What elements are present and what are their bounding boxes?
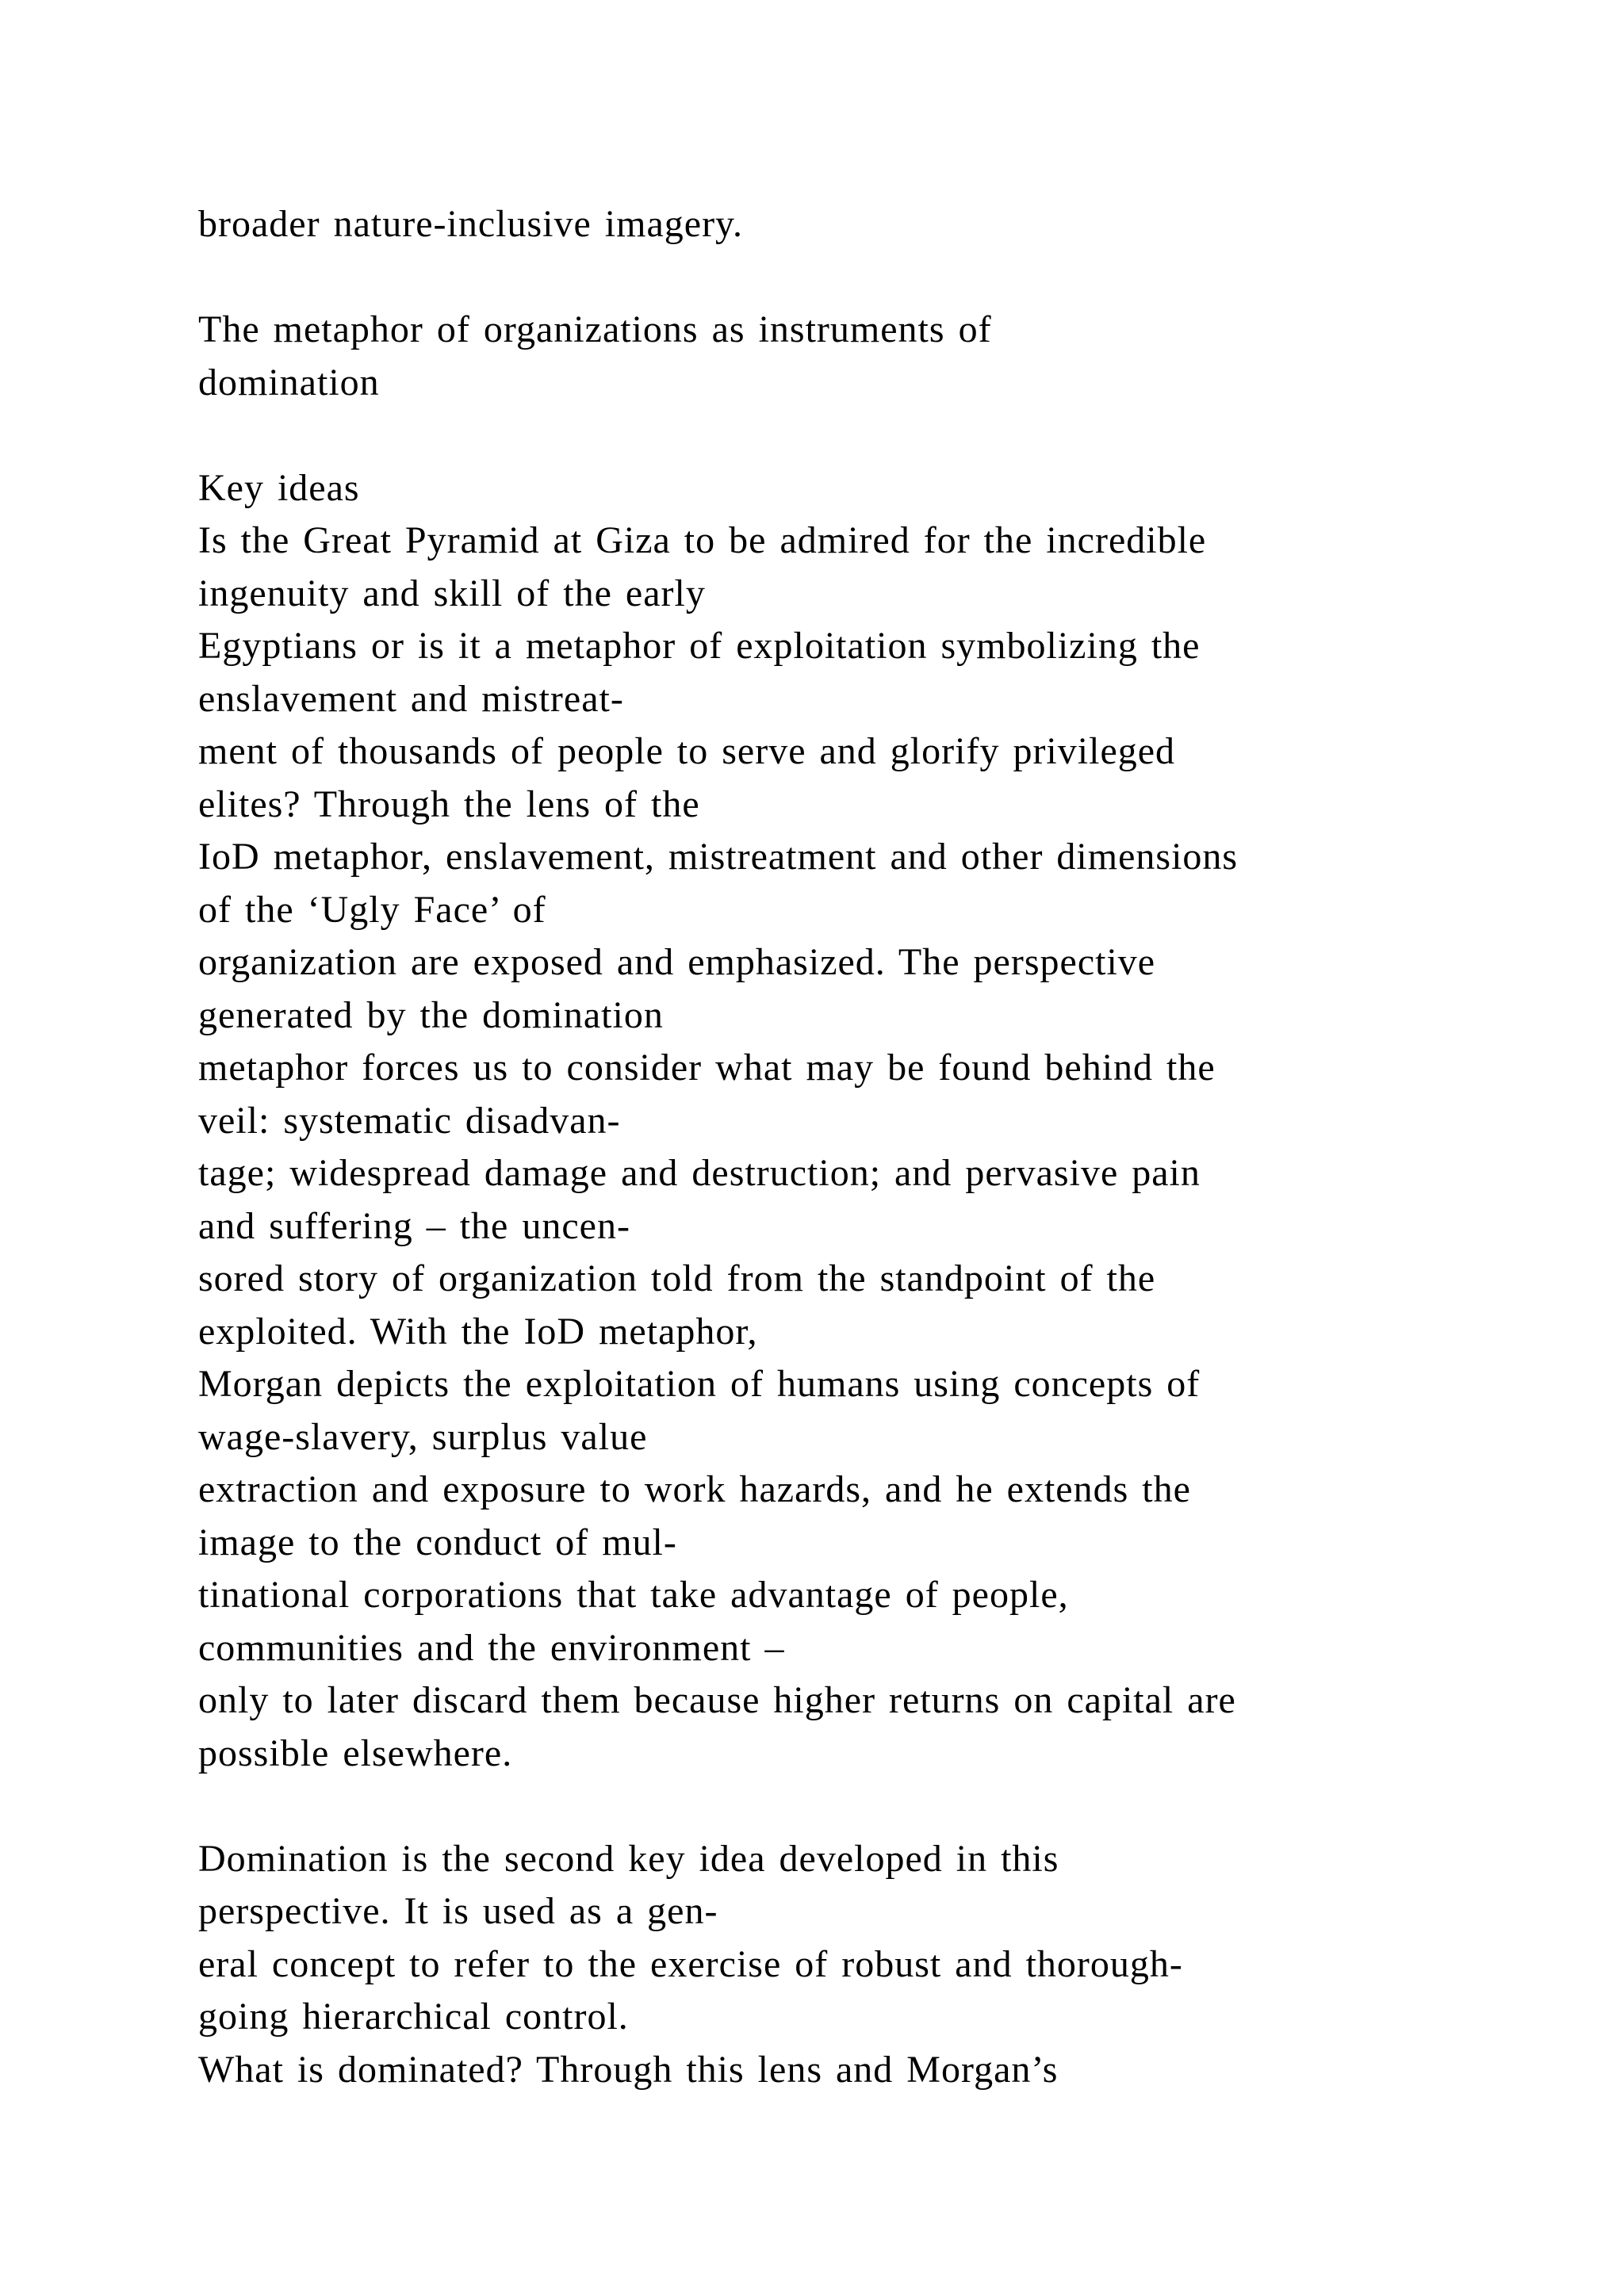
- text-line: exploited. With the IoD metaphor,: [198, 1310, 758, 1353]
- blank-line: [198, 1780, 1507, 1833]
- document-body: [198, 198, 1507, 2096]
- subheading-line: Key ideas: [198, 466, 360, 509]
- text-line: veil: systematic disadvan-: [198, 1099, 621, 1142]
- text-line: of the ‘Ugly Face’ of: [198, 888, 546, 931]
- text-line: going hierarchical control.: [198, 1996, 629, 2038]
- text-line: tage; widespread damage and destruction; and pervasive pain: [198, 1152, 1201, 1194]
- text-line: Morgan depicts the exploitation of humans using concepts of: [198, 1363, 1201, 1405]
- text-line: broader nature-inclusive imagery.: [198, 203, 743, 245]
- text-line: wage-slavery, surplus value: [198, 1415, 648, 1458]
- text-line: and suffering – the uncen-: [198, 1204, 630, 1247]
- text-line: Domination is the second key idea developed in this: [198, 1837, 1059, 1880]
- text-line: ment of thousands of people to serve and glorify privileged: [198, 730, 1176, 772]
- text-line: image to the conduct of mul-: [198, 1521, 677, 1563]
- blank-line: [198, 251, 1507, 304]
- text-line: perspective. It is used as a gen-: [198, 1890, 718, 1932]
- section-heading-line: domination: [198, 361, 380, 404]
- text-line: organization are exposed and emphasized. The perspective: [198, 941, 1156, 983]
- text-line: IoD metaphor, enslavement, mistreatment and other dimensions: [198, 836, 1239, 878]
- text-line: tinational corporations that take advantage of people,: [198, 1574, 1069, 1616]
- text-line: elites? Through the lens of the: [198, 783, 700, 825]
- text-line: only to later discard them because higher returns on capital are: [198, 1679, 1236, 1721]
- text-line: enslavement and mistreat-: [198, 677, 624, 720]
- text-line: extraction and exposure to work hazards, and he extends the: [198, 1468, 1191, 1510]
- text-line: metaphor forces us to consider what may be found behind the: [198, 1047, 1216, 1089]
- blank-line: [198, 409, 1507, 462]
- text-line: communities and the environment –: [198, 1626, 785, 1669]
- text-line: ingenuity and skill of the early: [198, 572, 706, 614]
- text-line: possible elsewhere.: [198, 1732, 513, 1774]
- text-line: Egyptians or is it a metaphor of exploitation symbolizing the: [198, 625, 1201, 667]
- text-line: Is the Great Pyramid at Giza to be admired for the incredible: [198, 519, 1207, 561]
- text-line: sored story of organization told from the standpoint of the: [198, 1257, 1156, 1299]
- text-line: generated by the domination: [198, 993, 664, 1036]
- text-line: eral concept to refer to the exercise of robust and thorough-: [198, 1942, 1183, 1985]
- section-heading-line: The metaphor of organizations as instruments of: [198, 308, 992, 350]
- text-line: What is dominated? Through this lens and Morgan’s: [198, 2048, 1059, 2091]
